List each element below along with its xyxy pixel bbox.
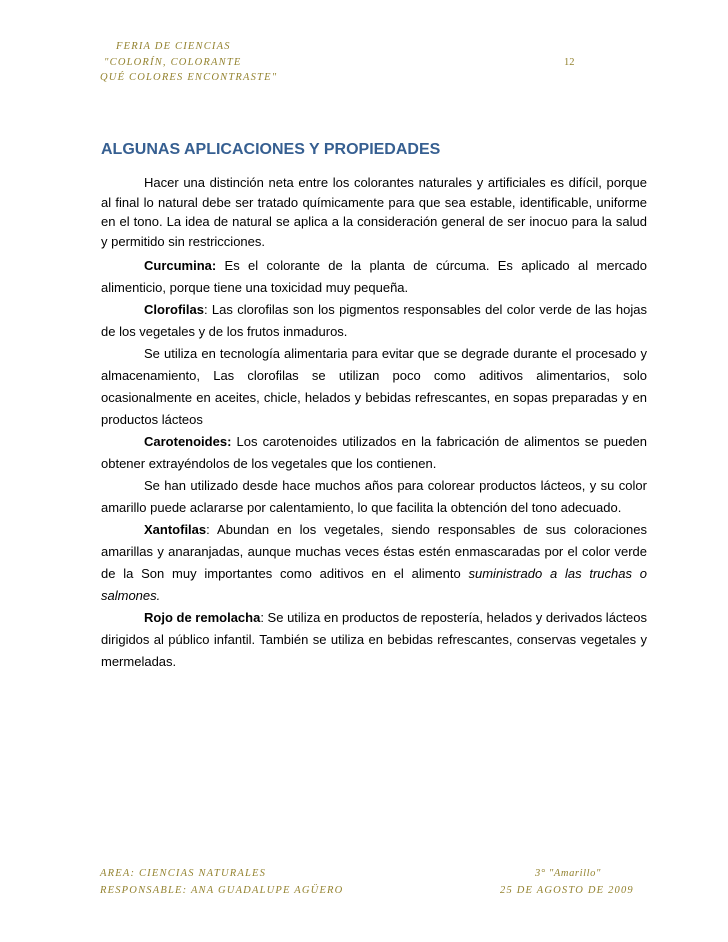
header-subtitle-line2: QUÉ COLORES ENCONTRASTE" (100, 72, 278, 83)
curcumina-text: Es el colorante de la planta de cúrcuma. Es aplicado al mercado alimenticio, porque tiene una toxicidad muy pequeña. (101, 258, 647, 295)
curcumina-paragraph (101, 255, 647, 299)
clorofilas-uso-paragraph: Se utiliza en tecnología alimentaria para evitar que se degrade durante el procesado y almacenamiento, Las clorofilas se utilizan poco como aditivos alimentarios, solo ocasionalmente en aceites, chicle, helados y bebidas refrescantes, en sopas preparadas y en productos lácteos (101, 346, 647, 427)
footer-responsable: RESPONSABLE: ANA GUADALUPE AGÜERO (100, 885, 344, 896)
xantofilas-paragraph (101, 519, 647, 607)
clorofilas-text: : Las clorofilas son los pigmentos responsables del color verde de las hojas de los vegetales y de los frutos inmaduros. (101, 302, 647, 339)
page-number: 12 (564, 57, 575, 68)
clorofilas-paragraph (101, 299, 647, 343)
clorofilas-term: Clorofilas (144, 302, 204, 317)
carotenoides-paragraph (101, 431, 647, 475)
remolacha-text: : Se utiliza en productos de repostería, helados y derivados lácteos dirigidos al público infantil. También se utiliza en bebidas refrescantes, conservas vegetales y mermeladas. (101, 610, 647, 669)
xantofilas-term: Xantofilas (144, 522, 207, 537)
xantofilas-italic-text: suministrado a las truchas o salmones. (101, 566, 647, 603)
xantofilas-text: : Abundan en los vegetales, siendo responsables de sus coloraciones amarillas y anaranjadas, aunque muchas veces éstas estén enmascaradas por el color verde de la Son muy importantes como aditivos en el alimento (101, 522, 647, 581)
body-text (101, 173, 647, 673)
carotenoides-uso-paragraph: Se han utilizado desde hace muchos años para colorear productos lácteos, y su color amarillo puede aclararse por calentamiento, lo que facilita la obtención del tono adecuado. (101, 478, 647, 515)
footer-grade: 3° "Amarillo" (535, 868, 602, 879)
remolacha-paragraph (101, 607, 647, 673)
carotenoides-text: Los carotenoides utilizados en la fabricación de alimentos se pueden obtener extrayéndolos de los vegetales que los contienen. (101, 434, 647, 471)
curcumina-term: Curcumina: (144, 258, 217, 273)
header-fair-title: FERIA DE CIENCIAS (116, 41, 231, 52)
footer-date: 25 DE AGOSTO DE 2009 (500, 885, 634, 896)
section-heading: ALGUNAS APLICACIONES Y PROPIEDADES (101, 141, 441, 158)
remolacha-term: Rojo de remolacha (144, 610, 261, 625)
carotenoides-term: Carotenoides: (144, 434, 232, 449)
intro-paragraph: Hacer una distinción neta entre los colorantes naturales y artificiales es difícil, porque al final lo natural debe ser tratado químicamente para que sea estable, identificable, uniforme en el tono. La idea de natural se aplica a la consideración general de ser inocuo para la salud y permitido sin restricciones. (101, 175, 647, 249)
header-subtitle-line1: "COLORÍN, COLORANTE (104, 57, 242, 68)
footer-area: AREA: CIENCIAS NATURALES (100, 868, 267, 879)
